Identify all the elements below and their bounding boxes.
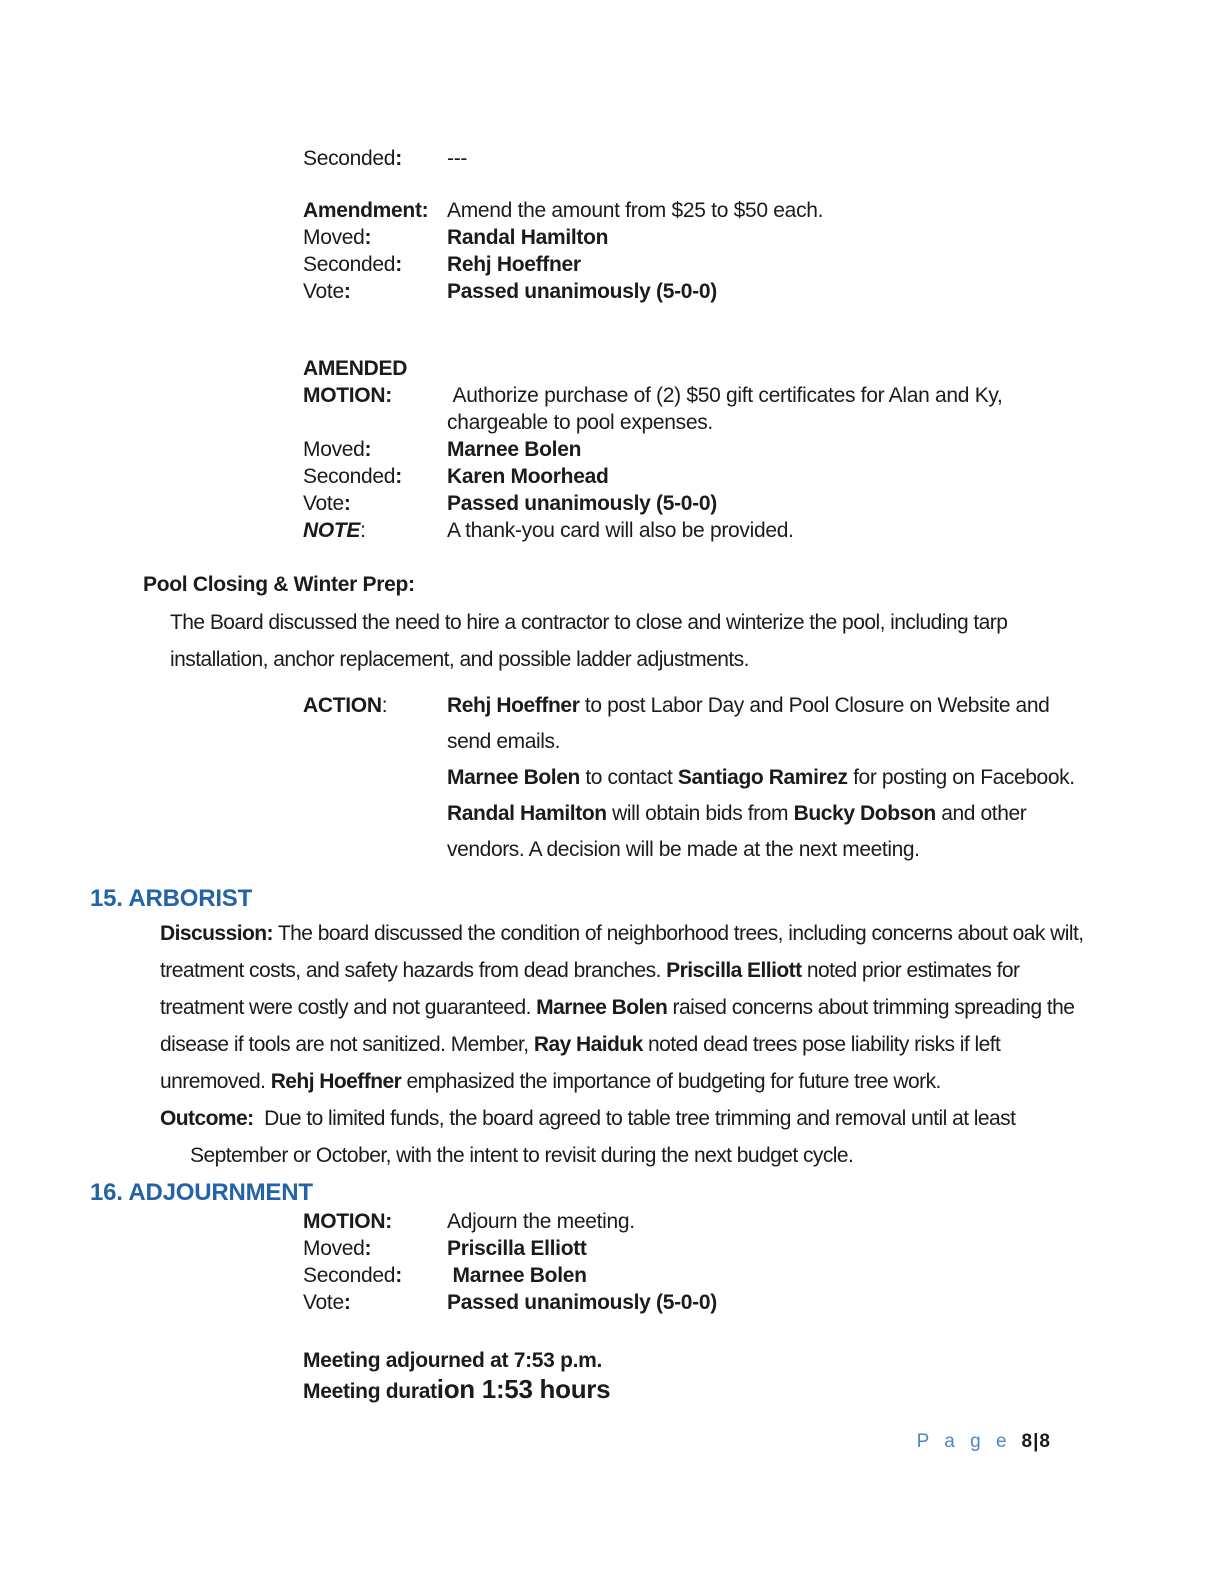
action-items [447,688,1092,868]
action-item: Rehj Hoeffner to post Labor Day and Pool Closure on Website and send emails. [447,694,1050,753]
meeting-duration-line: Meeting duration 1:53 hours [303,1374,611,1404]
field-value: Amend the amount from $25 to $50 each. [447,199,824,222]
section-heading-adjournment: 16. ADJOURNMENT [90,1179,313,1206]
field-value: A thank-you card will also be provided. [447,519,794,542]
field-label: Moved: [303,438,372,461]
section-heading-arborist: 15. ARBORIST [90,885,253,912]
field-label: Vote: [303,492,351,515]
field-label: Seconded: [303,253,402,276]
field-label: Seconded: [303,1264,402,1287]
field-value: Authorize purchase of (2) $50 gift certificates for Alan and Ky, chargeable to pool expenses. [447,384,1003,434]
field-label: NOTE: [303,519,366,542]
amended-label: AMENDED [303,357,408,380]
field-value: Adjourn the meeting. [447,1210,635,1233]
footer-page-word: P a g e [916,1431,1012,1452]
field-label: Moved: [303,1237,372,1260]
kv-row [303,251,1224,278]
arborist-outcome: Outcome: Due to limited funds, the board agreed to table tree trimming and removal until at least September or October, with the intent to revisit during the next budget cycle. [160,1107,1016,1167]
kv-row [303,1289,1224,1316]
kv-row [303,382,1224,436]
action-item: Marnee Bolen to contact Santiago Ramirez for posting on Facebook. [447,766,1075,789]
field-label: Amendment: [303,199,429,222]
kv-row [303,490,1224,517]
pool-closing-body: The Board discussed the need to hire a contractor to close and winterize the pool, including tarp installation, anchor replacement, and possible ladder adjustments. [170,611,1008,671]
kv-row [303,197,1224,224]
field-label: Seconded: [303,465,402,488]
kv-row [303,145,1224,172]
field-value: Rehj Hoeffner [447,253,581,276]
kv-row [303,517,1224,544]
arborist-discussion: Discussion: The board discussed the condition of neighborhood trees, including concerns about oak wilt, treatment costs, and safety hazards from dead branches. Priscilla Elliott noted prior estimates for treatment were costly and not guaranteed. Marnee Bolen raised concerns about trimming spreading the disease if tools are not sanitized. Member, Ray Haiduk noted dead trees pose liability risks if left unremoved. Rehj Hoeffner emphasized the importance of budgeting for future tree work. [160,922,1084,1093]
field-value: Passed unanimously (5-0-0) [447,492,717,515]
kv-row [303,1262,1224,1289]
field-label: Moved: [303,226,372,249]
kv-row [303,278,1224,305]
footer-page-number: 8|8 [1021,1431,1051,1452]
meeting-adjourned-line: Meeting adjourned at 7:53 p.m. [303,1349,603,1372]
amended-motion-block [303,382,1224,544]
kv-row [303,1208,1224,1235]
amendment-block [303,197,1224,305]
field-value: Marnee Bolen [447,1264,587,1287]
field-value: Passed unanimously (5-0-0) [447,280,717,303]
field-value: Marnee Bolen [447,438,582,461]
pool-closing-heading: Pool Closing & Winter Prep: [143,573,415,596]
field-label: Seconded: [303,147,402,170]
kv-row [303,436,1224,463]
action-label: ACTION: [303,694,388,717]
field-value: Randal Hamilton [447,226,609,249]
field-label: MOTION: [303,384,392,407]
field-label: Vote: [303,280,351,303]
action-block [303,688,1224,868]
orphan-seconded-block [303,145,1224,172]
kv-row [303,463,1224,490]
field-value: Priscilla Elliott [447,1237,587,1260]
field-value: Passed unanimously (5-0-0) [447,1291,717,1314]
kv-row [303,1235,1224,1262]
page-footer [917,1430,1051,1454]
kv-row [303,224,1224,251]
action-item: Randal Hamilton will obtain bids from Bucky Dobson and other vendors. A decision will be made at the next meeting. [447,802,1027,861]
field-label: Vote: [303,1291,351,1314]
field-value: Karen Moorhead [447,465,609,488]
field-value: --- [447,147,468,170]
adjournment-motion-block [303,1208,1224,1316]
field-label: MOTION: [303,1210,392,1233]
